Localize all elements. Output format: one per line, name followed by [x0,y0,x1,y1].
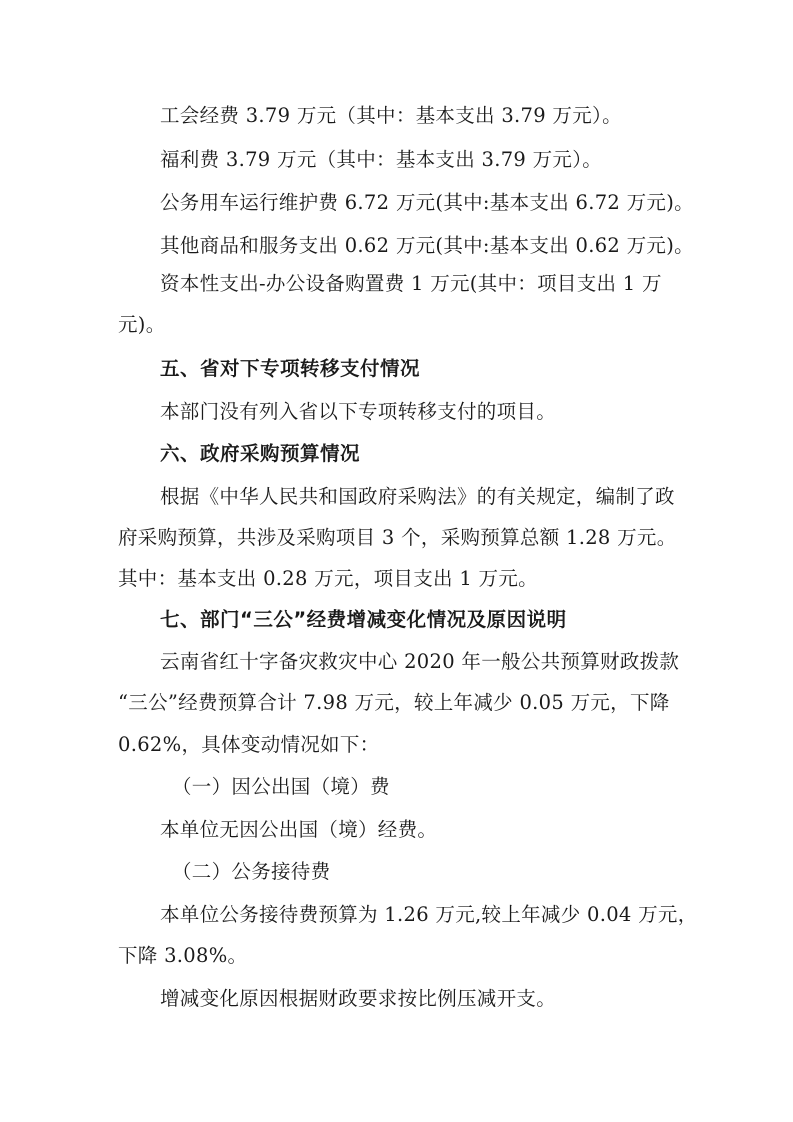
paragraph-three-public-3: 0.62%，具体变动情况如下： [118,733,380,756]
paragraph-procurement-1: 根据《中华人民共和国政府采购法》的有关规定，编制了政 [160,485,675,508]
paragraph-three-public-2: “三公”经费预算合计 7.98 万元，较上年减少 0.05 万元，下降 [118,691,670,714]
paragraph-other-goods-services: 其他商品和服务支出 0.62 万元(其中:基本支出 0.62 万元)。 [160,234,694,257]
paragraph-reception-fees-2: 下降 3.08%。 [118,944,248,967]
paragraph-three-public-1: 云南省红十字备灾救灾中心 2020 年一般公共预算财政拨款 [160,650,680,673]
paragraph-procurement-2: 府采购预算，共涉及采购项目 3 个，采购预算总额 1.28 万元。 [118,526,677,549]
paragraph-procurement-3: 其中：基本支出 0.28 万元，项目支出 1 万元。 [118,567,538,590]
paragraph-capital-expenditure-cont: 元)。 [118,313,166,336]
paragraph-vehicle-fees: 公务用车运行维护费 6.72 万元(其中:基本支出 6.72 万元)。 [160,191,694,214]
section-heading-7: 七、部门“三公”经费增减变化情况及原因说明 [160,608,567,631]
section-heading-6: 六、政府采购预算情况 [160,442,361,465]
section-heading-5: 五、省对下专项转移支付情况 [160,357,421,380]
paragraph-union-fees: 工会经费 3.79 万元（其中：基本支出 3.79 万元）。 [160,104,622,127]
paragraph-reception-fees-1: 本单位公务接待费预算为 1.26 万元,较上年减少 0.04 万元， [160,903,698,926]
paragraph-capital-expenditure: 资本性支出-办公设备购置费 1 万元(其中：项目支出 1 万 [160,272,662,295]
subheading-reception-fees: （二）公务接待费 [172,860,331,883]
subheading-overseas-fees: （一）因公出国（境）费 [172,775,390,798]
paragraph-welfare-fees: 福利费 3.79 万元（其中：基本支出 3.79 万元）。 [160,148,603,171]
paragraph-no-overseas-fees: 本单位无因公出国（境）经费。 [160,818,438,841]
paragraph-change-reason: 增减变化原因根据财政要求按比例压减开支。 [160,987,557,1010]
paragraph-transfer-payment: 本部门没有列入省以下专项转移支付的项目。 [160,400,557,423]
